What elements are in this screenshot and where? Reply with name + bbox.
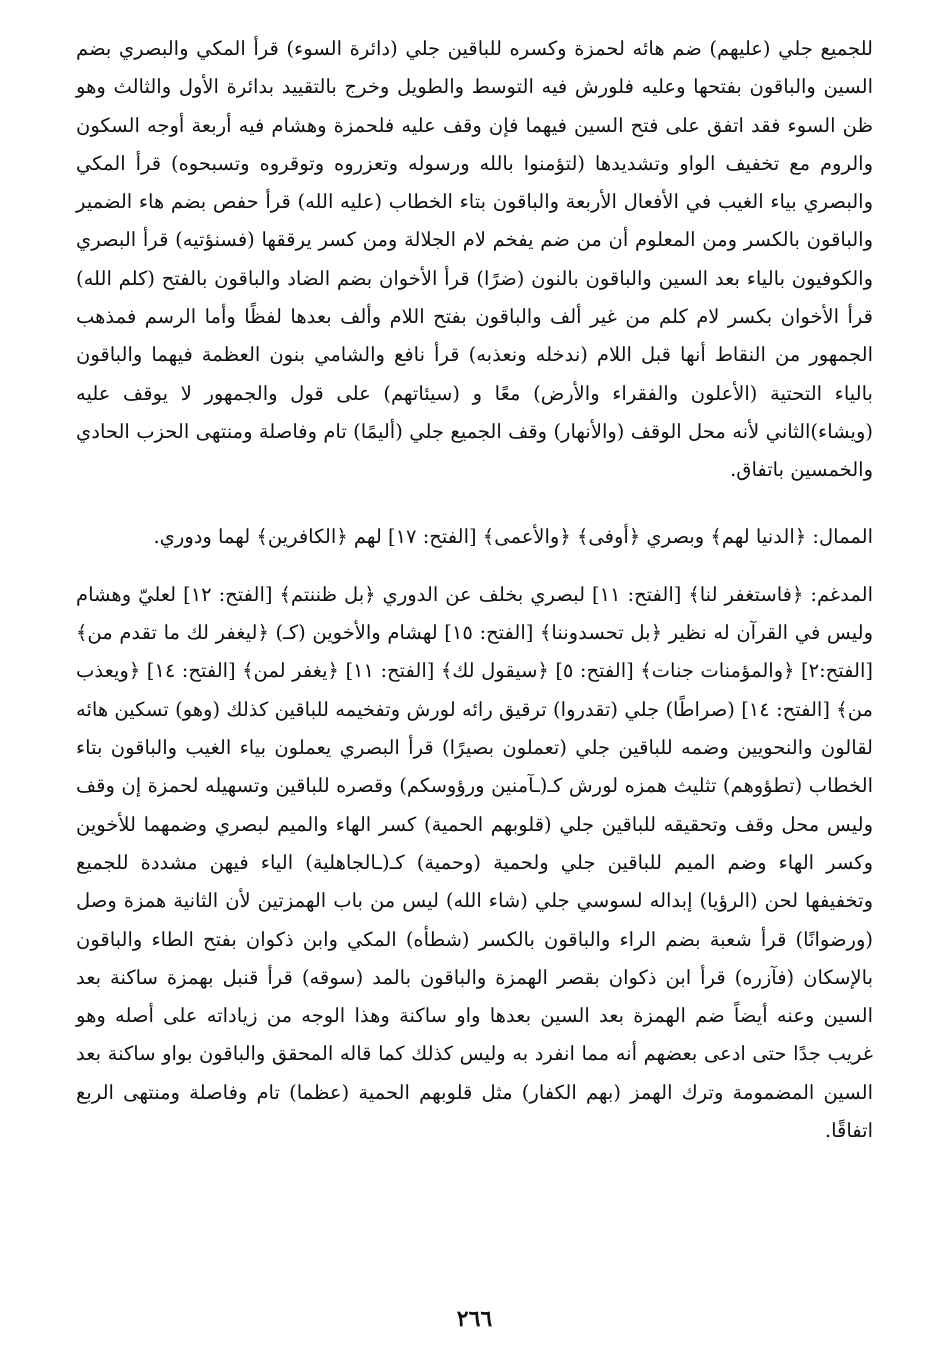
body-text <box>76 30 873 1150</box>
mumal-paragraph: الممال: ﴿الدنيا لهم﴾ وبصري ﴿أوفى﴾ ﴿والأعمى﴾ [الفتح: ١٧] لهم ﴿الكافرين﴾ لهما ودوري. <box>153 524 873 548</box>
mudgham-paragraph: المدغم: ﴿فاستغفر لنا﴾ [الفتح: ١١] لبصري بخلف عن الدوري ﴿بل ظننتم﴾ [الفتح: ١٢] لعليّ وهشام وليس في القرآن له نظير ﴿بل تحسدوننا﴾ [الفتح: ١٥] لهشام والأخوين (كـ) ﴿ليغفر لك ما تقدم من﴾ [الفتح:٢] ﴿والمؤمنات جنات﴾ [الفتح: ٥] ﴿سيقول لك﴾ [الفتح: ١١] ﴿يغفر لمن﴾ [الفتح: ١٤] ﴿ويعذب من﴾ [الفتح: ١٤] (صراطًا) جلي (تقدروا) ترقيق رائه لورش وتفخيمه للباقين كذلك (وهو) تسكين هائه لقالون والنحويين وضمه للباقين جلي (تعملون بصيرًا) قرأ البصري يعملون بياء الغيب والباقون بتاء الخطاب (تطؤوهم) تثليث همزه لورش كـ(ـآمنين ورؤوسكم) وقصره للباقين وتسهيله لحمزة إن وقف وليس محل وقف وتحقيقه للباقين جلي (قلوبهم الحمية) كسر الهاء والميم لبصري وضمهما للأخوين وكسر الهاء وضم الميم للباقين جلي ولحمية (وحمية) كـ(ـالجاهلية) الياء فيهن مشددة للجميع وتخفيفها لحن (الرؤيا) إبداله لسوسي جلي (شاء الله) ليس من باب الهمزتين لأن الثانية همزة وصل (ورضوانًا) قرأ شعبة بضم الراء والباقون بالكسر (شطأه) المكي وابن ذكوان بفتح الطاء والباقون بالإسكان (فآزره) قرأ ابن ذكوان بقصر الهمزة والباقون بالمد (سوقه) قرأ قنبل بهمزة ساكنة بعد السين وعنه أيضاً ضم الهمزة بعد السين بعدها واو ساكنة وهذا الوجه من زياداته على أصله وهو غريب جدًا حتى ادعى بعضهم أنه مما انفرد به وليس كذلك كما قاله المحقق والباقون بواو ساكنة بعد السين المضمومة وترك الهمز (بهم الكفار) مثل قلوبهم الحمية (عظما) تام وفاصلة ومنتهى الربع اتفاقًا. <box>76 582 874 1143</box>
commentary-paragraph: للجميع جلي (عليهم) ضم هائه لحمزة وكسره للباقين جلي (دائرة السوء) قرأ المكي والبصري بضم السين والباقون بفتحها وعليه فلورش فيه التوسط والطويل وخرج بالتقييد بدائرة الأول والثالث وهو ظن السوء فقد اتفق على فتح السين فيهما فإن وقف عليه فلحمزة وهشام فيه أربعة أوجه السكون والروم مع تخفيف الواو وتشديدها (لتؤمنوا بالله ورسوله وتعزروه وتوقروه وتسبحوه) قرأ المكي والبصري بياء الغيب في الأفعال الأربعة والباقون بتاء الخطاب (عليه الله) قرأ حفص بضم هاء الضمير والباقون بالكسر ومن المعلوم أن من ضم يفخم لام الجلالة ومن كسر يرققها (فسنؤتيه) قرأ البصري والكوفيون بالياء بعد السين والباقون بالنون (ضرًا) قرأ الأخوان بضم الضاد والباقون بالفتح (كلم الله) قرأ الأخوان بكسر لام كلم من غير ألف والباقون بفتح اللام وألف بعدها لفظًا وأما الرسم فمذهب الجمهور من النقاط أنها قبل اللام (ندخله ونعذبه) قرأ نافع والشامي بنون العظمة فيهما والباقون بالياء التحتية (الأعلون والفقراء والأرض) معًا و (سيئاتهم) على قول والجمهور لا يوقف عليه (ويشاء)الثاني لأنه محل الوقف (والأنهار) وقف الجميع جلي (أليمًا) تام وفاصلة ومنتهى الحزب الحادي والخمسين باتفاق. <box>76 37 873 482</box>
page-number: ٢٦٦ <box>456 1306 493 1332</box>
